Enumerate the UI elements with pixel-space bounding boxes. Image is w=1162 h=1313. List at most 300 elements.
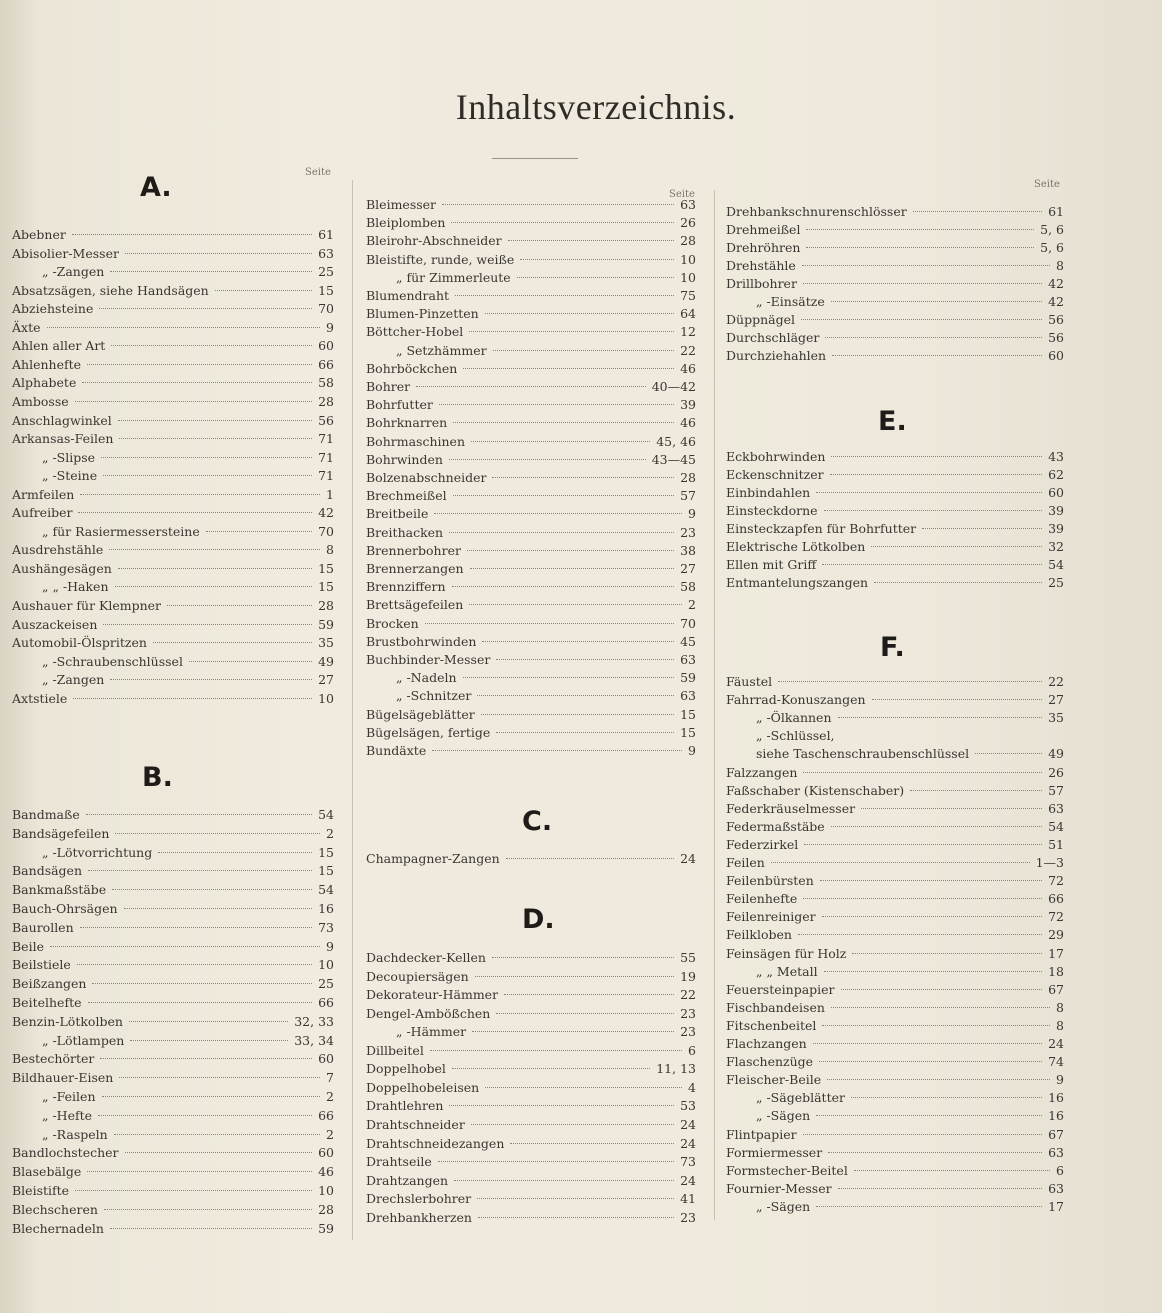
leader-dots: [496, 732, 674, 733]
entry-label: Arkansas-Feilen: [12, 431, 114, 447]
index-entry: [12, 486, 334, 504]
index-entry: [12, 975, 334, 993]
leader-dots: [913, 211, 1042, 212]
entry-page-number: 1—3: [1035, 855, 1064, 870]
leader-dots: [92, 983, 312, 984]
leader-dots: [153, 642, 312, 643]
entry-label: Drehbankherzen: [366, 1209, 472, 1225]
entry-label: Fournier-Messer: [726, 1180, 832, 1196]
leader-dots: [167, 605, 312, 606]
index-entry: [726, 221, 1064, 239]
index-entry: [12, 319, 334, 337]
index-entry: [366, 433, 696, 451]
entry-label: „ Setzhämmer: [396, 342, 487, 358]
leader-dots: [454, 1180, 674, 1181]
entry-page-number: 60: [1048, 348, 1064, 363]
entry-page-number: 29: [1048, 927, 1064, 943]
entry-label: Äxte: [12, 319, 41, 335]
entry-label: Ellen mit Griff: [726, 557, 817, 572]
entry-label: Ahlen aller Art: [12, 338, 106, 354]
entry-label: Auszackeisen: [12, 616, 98, 632]
index-entry: [726, 872, 1064, 890]
index-entry: [726, 818, 1064, 836]
leader-dots: [416, 386, 646, 387]
leader-dots: [493, 350, 674, 351]
entry-label: Fahrrad-Konuszangen: [726, 692, 866, 708]
index-entry: [366, 706, 696, 724]
index-entry: [726, 1017, 1064, 1035]
entry-label: Dengel-Ambößchen: [366, 1005, 491, 1021]
index-entry: [726, 854, 1064, 872]
leader-dots: [452, 586, 675, 587]
leader-dots: [910, 790, 1042, 791]
entry-label: „ -Einsätze: [756, 294, 825, 309]
leader-dots: [975, 753, 1042, 754]
entry-label: Decoupiersägen: [366, 968, 469, 984]
index-entry: [726, 239, 1064, 257]
leader-dots: [803, 1134, 1043, 1135]
entry-label: Bundäxte: [366, 743, 427, 758]
leader-dots: [520, 259, 674, 260]
leader-dots: [432, 750, 682, 751]
entry-label: Bohrfutter: [366, 397, 433, 413]
entry-page-number: 8: [1056, 1017, 1064, 1033]
index-entry: [12, 597, 334, 615]
leader-dots: [119, 1077, 320, 1078]
entry-page-number: 41: [680, 1191, 696, 1207]
title-rule: [492, 158, 578, 159]
leader-dots: [506, 858, 674, 859]
entry-label: Ambosse: [12, 393, 69, 409]
entry-page-number: 39: [1048, 521, 1064, 536]
entry-page-number: 63: [680, 197, 696, 212]
index-entry: [366, 251, 696, 269]
index-entry: [12, 245, 334, 263]
index-entry: [726, 745, 1064, 763]
entry-label: siehe Taschenschraubenschlüssel: [756, 746, 970, 762]
entry-page-number: 28: [318, 1201, 334, 1217]
entry-page-number: 66: [318, 1107, 334, 1123]
index-entry: [366, 578, 696, 596]
entry-page-number: 24: [680, 1116, 696, 1132]
index-entry: [726, 782, 1064, 800]
index-entry: [726, 538, 1064, 556]
entry-label: Blechernadeln: [12, 1220, 104, 1236]
entry-page-number: 4: [688, 1079, 696, 1095]
leader-dots: [442, 204, 674, 205]
entry-page-number: 15: [318, 560, 334, 576]
entry-label: Flaschenzüge: [726, 1054, 814, 1070]
entry-label: Einsteckzapfen für Bohrfutter: [726, 521, 917, 536]
entry-page-number: 27: [318, 672, 334, 688]
page-title: Inhaltsverzeichnis.: [455, 87, 737, 127]
index-entry: [12, 337, 334, 355]
entry-label: Feilen: [726, 855, 765, 870]
entry-page-number: 67: [1048, 1126, 1064, 1142]
entry-label: Abisolier-Messer: [12, 245, 119, 261]
index-entry: [12, 806, 334, 824]
index-entry: [726, 257, 1064, 275]
index-entry: [12, 1201, 334, 1219]
leader-dots: [851, 1097, 1042, 1098]
entry-label: Bohrer: [366, 379, 411, 394]
index-entry: [12, 263, 334, 281]
leader-dots: [430, 1050, 682, 1051]
entry-label: Fitschenbeitel: [726, 1017, 817, 1033]
leader-dots: [452, 1068, 650, 1069]
leader-dots: [453, 495, 674, 496]
entry-label: Drehröhren: [726, 240, 801, 255]
index-entry: [726, 1107, 1064, 1125]
index-entry: [366, 1209, 696, 1227]
entry-page-number: 59: [318, 1220, 334, 1236]
leader-dots: [477, 1198, 674, 1199]
entry-label: „ -Steine: [42, 468, 98, 484]
index-entry: [726, 448, 1064, 466]
index-entry: [726, 1053, 1064, 1071]
leader-dots: [455, 295, 674, 296]
leader-dots: [816, 1115, 1042, 1116]
entry-page-number: 54: [318, 882, 334, 898]
entry-label: Einsteckdorne: [726, 503, 818, 518]
entry-label: Bestechörter: [12, 1051, 95, 1067]
index-entry: [366, 414, 696, 432]
entry-label: Bandlochstecher: [12, 1145, 119, 1161]
section-heading: A.: [140, 172, 172, 203]
entry-page-number: 60: [318, 338, 334, 354]
entry-page-number: 63: [318, 245, 334, 261]
index-entry: [12, 994, 334, 1012]
leader-dots: [478, 1217, 674, 1218]
section-heading: B.: [142, 762, 173, 793]
index-entry: [726, 1162, 1064, 1180]
entry-label: Alphabete: [12, 375, 77, 391]
entry-page-number: 75: [680, 288, 696, 303]
entry-label: Formstecher-Beitel: [726, 1162, 848, 1178]
leader-dots: [119, 438, 312, 439]
entry-label: Eckenschnitzer: [726, 467, 824, 482]
index-entry: [12, 881, 334, 899]
entry-label: Beitelhefte: [12, 995, 82, 1010]
entry-page-number: 51: [1048, 836, 1064, 852]
entry-page-number: 28: [680, 233, 696, 249]
leader-dots: [803, 898, 1042, 899]
index-entry: [366, 651, 696, 669]
leader-dots: [832, 355, 1042, 356]
index-entry: [366, 487, 696, 505]
entry-page-number: 42: [1048, 276, 1064, 291]
entry-label: Aushängesägen: [12, 560, 112, 576]
leader-dots: [517, 277, 674, 278]
entry-label: „ -Raspeln: [42, 1126, 108, 1142]
leader-dots: [828, 1152, 1042, 1153]
leader-dots: [816, 492, 1042, 493]
index-entry: [366, 687, 696, 705]
entry-label: „ -Lötlampen: [42, 1032, 125, 1048]
entry-label: „ -Sägeblätter: [756, 1090, 845, 1106]
entry-page-number: 27: [1048, 692, 1064, 708]
entry-label: Feuersteinpapier: [726, 981, 835, 997]
leader-dots: [469, 604, 682, 605]
entry-label: Doppelhobel: [366, 1061, 446, 1077]
index-entry: [12, 541, 334, 559]
entry-page-number: 7: [326, 1070, 334, 1086]
leader-dots: [771, 862, 1030, 863]
entry-page-number: 10: [318, 957, 334, 973]
entry-page-number: 54: [1048, 818, 1064, 834]
index-entry: [366, 1005, 696, 1023]
index-entry: [12, 1088, 334, 1106]
leader-dots: [504, 994, 674, 995]
entry-page-number: 1: [326, 486, 334, 502]
entry-label: Ahlenhefte: [12, 356, 82, 372]
section-heading: C.: [522, 806, 553, 837]
index-entry: [726, 945, 1064, 963]
entry-page-number: 24: [1048, 1036, 1064, 1051]
leader-dots: [496, 1013, 674, 1014]
index-entry: [726, 999, 1064, 1017]
entry-label: Beilstiele: [12, 957, 71, 973]
index-entry: [12, 825, 334, 843]
entry-page-number: 61: [1048, 204, 1064, 219]
entry-page-number: 12: [680, 324, 696, 340]
leader-dots: [98, 1115, 312, 1116]
entry-label: „ -Schraubenschlüssel: [42, 653, 183, 669]
leader-dots: [822, 1025, 1050, 1026]
index-entry: [726, 1071, 1064, 1089]
index-entry: [12, 1069, 334, 1087]
entry-page-number: 46: [680, 360, 696, 376]
entry-label: „ -Hämmer: [396, 1024, 467, 1040]
leader-dots: [112, 889, 312, 890]
entry-label: Beißzangen: [12, 976, 87, 992]
leader-dots: [88, 870, 312, 871]
entry-label: Durchziehahlen: [726, 348, 827, 363]
entry-label: Brettsägefeilen: [366, 597, 464, 613]
entry-page-number: 25: [1048, 575, 1064, 590]
entry-label: Blumendraht: [366, 288, 450, 303]
entry-label: Drehstähle: [726, 258, 796, 273]
entry-label: Federzirkel: [726, 836, 799, 852]
entry-page-number: 27: [680, 561, 696, 576]
leader-dots: [471, 1124, 674, 1125]
entry-page-number: 19: [680, 968, 696, 984]
entry-page-number: 33, 34: [294, 1032, 334, 1048]
index-entry: [12, 226, 334, 244]
index-entry: [12, 412, 334, 430]
entry-page-number: 74: [1048, 1054, 1064, 1070]
index-entry: [12, 393, 334, 411]
entry-label: Brustbohrwinden: [366, 633, 477, 649]
entry-label: „ -Ölkannen: [756, 710, 832, 726]
leader-dots: [822, 564, 1042, 565]
entry-label: Drillbohrer: [726, 276, 797, 291]
leader-dots: [50, 946, 320, 947]
index-entry: [366, 633, 696, 651]
leader-dots: [78, 512, 312, 513]
index-entry: [12, 467, 334, 485]
index-entry: [12, 671, 334, 689]
index-entry: [726, 963, 1064, 981]
entry-label: Brocken: [366, 615, 419, 631]
entry-label: Axtstiele: [12, 690, 68, 706]
entry-page-number: 11, 13: [656, 1061, 696, 1077]
seite-label: Seite: [305, 167, 331, 178]
entry-page-number: 73: [680, 1154, 696, 1170]
entry-label: Fleischer-Beile: [726, 1072, 822, 1088]
index-entry: [366, 469, 696, 487]
leader-dots: [778, 681, 1042, 682]
leader-dots: [47, 327, 321, 328]
entry-page-number: 63: [1048, 1144, 1064, 1160]
entry-label: „ -Zangen: [42, 672, 105, 688]
index-entry: [12, 300, 334, 318]
leader-dots: [471, 441, 650, 442]
index-entry: [366, 1116, 696, 1134]
leader-dots: [827, 1079, 1050, 1080]
entry-page-number: 5, 6: [1040, 222, 1064, 237]
entry-page-number: 6: [688, 1042, 696, 1058]
entry-page-number: 10: [680, 251, 696, 267]
leader-dots: [822, 916, 1042, 917]
leader-dots: [115, 833, 320, 834]
leader-dots: [463, 368, 674, 369]
entry-page-number: 39: [1048, 503, 1064, 518]
leader-dots: [110, 679, 312, 680]
leader-dots: [75, 401, 312, 402]
index-entry: [726, 1035, 1064, 1053]
index-entry: [726, 574, 1064, 592]
entry-page-number: 42: [318, 505, 334, 521]
entry-label: Bolzenabschneider: [366, 470, 487, 485]
entry-page-number: 24: [680, 1135, 696, 1151]
leader-dots: [451, 222, 674, 223]
entry-page-number: 63: [1048, 1180, 1064, 1196]
leader-dots: [73, 698, 312, 699]
leader-dots: [831, 456, 1042, 457]
entry-page-number: 61: [318, 227, 334, 242]
entry-label: Bleimesser: [366, 197, 437, 212]
entry-label: Federkräuselmesser: [726, 800, 856, 816]
leader-dots: [510, 1143, 674, 1144]
leader-dots: [472, 1031, 674, 1032]
index-entry: [366, 986, 696, 1004]
index-entry: [726, 1144, 1064, 1162]
entry-label: Drehmeißel: [726, 222, 801, 237]
index-entry: [366, 669, 696, 687]
entry-page-number: 72: [1048, 909, 1064, 925]
entry-page-number: 15: [680, 706, 696, 722]
entry-page-number: 9: [1056, 1072, 1064, 1088]
index-entry: [366, 1097, 696, 1115]
index-entry: [366, 1023, 696, 1041]
leader-dots: [124, 908, 313, 909]
entry-page-number: 23: [680, 1005, 696, 1021]
index-entry: [366, 742, 696, 760]
entry-label: „ für Zimmerleute: [396, 269, 511, 285]
leader-dots: [438, 1161, 674, 1162]
leader-dots: [820, 880, 1042, 881]
entry-label: Drahtschneidezangen: [366, 1135, 505, 1151]
leader-dots: [871, 546, 1042, 547]
leader-dots: [838, 1188, 1043, 1189]
index-entry: [726, 981, 1064, 999]
leader-dots: [874, 582, 1042, 583]
entry-label: Bohrböckchen: [366, 360, 458, 376]
index-entry: [366, 287, 696, 305]
entry-label: „ „ Metall: [756, 963, 818, 979]
entry-page-number: 35: [318, 635, 334, 651]
entry-page-number: 49: [1048, 746, 1064, 762]
index-entry: [12, 504, 334, 522]
leader-dots: [100, 1058, 312, 1059]
entry-page-number: 9: [326, 319, 334, 335]
index-entry: [12, 430, 334, 448]
index-entry: [366, 342, 696, 360]
entry-page-number: 32: [1048, 539, 1064, 554]
index-entry: [12, 690, 334, 708]
entry-page-number: 45: [680, 633, 696, 649]
leader-dots: [449, 532, 674, 533]
entry-page-number: 2: [326, 1089, 334, 1104]
index-entry: [726, 311, 1064, 329]
entry-page-number: 25: [318, 976, 334, 992]
leader-dots: [215, 290, 312, 291]
leader-dots: [104, 1209, 312, 1210]
entry-label: Bohrknarren: [366, 415, 448, 431]
entry-page-number: 57: [1048, 782, 1064, 798]
entry-label: Eckbohrwinden: [726, 449, 826, 464]
entry-page-number: 73: [318, 919, 334, 935]
entry-page-number: 66: [318, 356, 334, 372]
index-entry: [366, 305, 696, 323]
entry-page-number: 5, 6: [1040, 240, 1064, 255]
index-entry: [726, 347, 1064, 365]
leader-dots: [453, 422, 674, 423]
index-entry: [366, 196, 696, 214]
entry-label: Abziehsteine: [12, 301, 94, 317]
index-entry: [366, 596, 696, 614]
entry-label: Baurollen: [12, 919, 74, 935]
entry-label: Drahtschneider: [366, 1116, 465, 1132]
index-entry: [12, 1220, 334, 1238]
entry-page-number: 63: [680, 652, 696, 667]
index-entry: [726, 466, 1064, 484]
entry-label: Blumen-Pinzetten: [366, 306, 479, 322]
leader-dots: [86, 814, 312, 815]
entry-page-number: 6: [1056, 1162, 1064, 1178]
entry-page-number: 54: [318, 807, 334, 822]
index-entry: [12, 1107, 334, 1125]
entry-label: Aushauer für Klempner: [12, 598, 162, 613]
entry-page-number: 56: [1048, 330, 1064, 345]
leader-dots: [449, 459, 646, 460]
leader-dots: [80, 494, 320, 495]
leader-dots: [110, 271, 312, 272]
index-entry: [366, 850, 696, 868]
entry-page-number: 63: [1048, 800, 1064, 816]
entry-label: Aufreiber: [12, 505, 73, 521]
index-entry: [12, 356, 334, 374]
leader-dots: [82, 382, 312, 383]
index-entry: [726, 673, 1064, 691]
entry-page-number: 43—45: [651, 451, 696, 467]
entry-page-number: 60: [318, 1145, 334, 1161]
leader-dots: [114, 1134, 320, 1135]
entry-label: Düppnägel: [726, 312, 795, 327]
entry-page-number: 58: [318, 375, 334, 391]
entry-page-number: 70: [680, 615, 696, 631]
